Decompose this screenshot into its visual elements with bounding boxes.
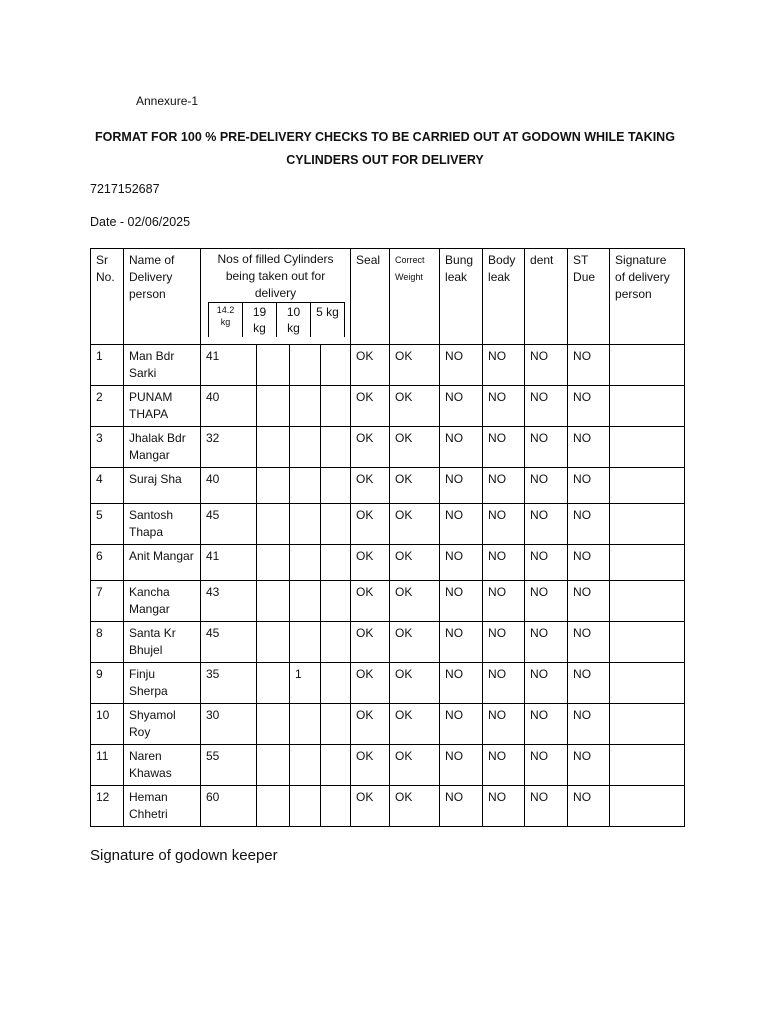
row-qty-10-kg [290, 345, 321, 386]
row-qty-14-2-kg: 40 [201, 468, 257, 504]
annexure-label: Annexure-1 [136, 94, 199, 108]
row-signature [610, 581, 685, 622]
row-sr-no: 5 [91, 504, 124, 545]
row-delivery-person: Santosh Thapa [124, 504, 201, 545]
row-dent: NO [525, 786, 568, 827]
row-bung-leak: NO [440, 745, 483, 786]
row-sr-no: 12 [91, 786, 124, 827]
row-seal: OK [351, 504, 390, 545]
row-correct-weight: OK [390, 745, 440, 786]
document-date: Date - 02/06/2025 [90, 215, 191, 229]
row-body-leak: NO [483, 622, 525, 663]
row-correct-weight: OK [390, 545, 440, 581]
row-seal: OK [351, 386, 390, 427]
header-14-2-kg: 14.2 kg [209, 303, 243, 338]
row-qty-5-kg [321, 386, 351, 427]
table-row [91, 545, 685, 581]
row-sr-no: 1 [91, 345, 124, 386]
row-delivery-person: PUNAM THAPA [124, 386, 201, 427]
row-signature [610, 545, 685, 581]
row-sr-no: 4 [91, 468, 124, 504]
table-row [91, 704, 685, 745]
row-qty-10-kg [290, 622, 321, 663]
row-bung-leak: NO [440, 581, 483, 622]
row-sr-no: 3 [91, 427, 124, 468]
row-qty-5-kg [321, 345, 351, 386]
row-signature [610, 468, 685, 504]
row-qty-19-kg [257, 545, 290, 581]
row-bung-leak: NO [440, 504, 483, 545]
row-seal: OK [351, 786, 390, 827]
row-qty-10-kg [290, 468, 321, 504]
row-delivery-person: Jhalak Bdr Mangar [124, 427, 201, 468]
row-correct-weight: OK [390, 386, 440, 427]
document-heading: FORMAT FOR 100 % PRE-DELIVERY CHECKS TO BE CARRIED OUT AT GODOWN WHILE TAKING CYLINDERS OUT FOR DELIVERY [95, 130, 675, 167]
table-row [91, 786, 685, 827]
row-seal: OK [351, 663, 390, 704]
row-st-due: NO [568, 427, 610, 468]
row-sr-no: 2 [91, 386, 124, 427]
header-dent: dent [525, 249, 568, 345]
row-qty-10-kg: 1 [290, 663, 321, 704]
row-correct-weight: OK [390, 581, 440, 622]
row-qty-10-kg [290, 745, 321, 786]
row-correct-weight: OK [390, 786, 440, 827]
row-body-leak: NO [483, 663, 525, 704]
row-body-leak: NO [483, 581, 525, 622]
row-seal: OK [351, 745, 390, 786]
row-st-due: NO [568, 745, 610, 786]
row-dent: NO [525, 581, 568, 622]
row-st-due: NO [568, 545, 610, 581]
row-delivery-person: Anit Mangar [124, 545, 201, 581]
row-qty-14-2-kg: 41 [201, 345, 257, 386]
row-qty-10-kg [290, 704, 321, 745]
row-signature [610, 786, 685, 827]
row-sr-no: 8 [91, 622, 124, 663]
row-qty-5-kg [321, 427, 351, 468]
header-body-leak: Body leak [483, 249, 525, 345]
row-correct-weight: OK [390, 704, 440, 745]
row-st-due: NO [568, 581, 610, 622]
row-qty-19-kg [257, 581, 290, 622]
header-19-kg: 19 kg [243, 303, 277, 338]
row-dent: NO [525, 345, 568, 386]
row-qty-19-kg [257, 704, 290, 745]
row-qty-14-2-kg: 30 [201, 704, 257, 745]
row-dent: NO [525, 622, 568, 663]
row-body-leak: NO [483, 468, 525, 504]
row-st-due: NO [568, 504, 610, 545]
row-body-leak: NO [483, 386, 525, 427]
row-delivery-person: Finju Sherpa [124, 663, 201, 704]
header-st-due: ST Due [568, 249, 610, 345]
row-delivery-person: Man Bdr Sarki [124, 345, 201, 386]
row-bung-leak: NO [440, 468, 483, 504]
header-5-kg: 5 kg [311, 303, 345, 338]
table-row [91, 345, 685, 386]
row-qty-5-kg [321, 504, 351, 545]
row-dent: NO [525, 504, 568, 545]
row-qty-5-kg [321, 663, 351, 704]
row-st-due: NO [568, 622, 610, 663]
row-qty-14-2-kg: 32 [201, 427, 257, 468]
row-sr-no: 6 [91, 545, 124, 581]
header-signature: Signature of delivery person [610, 249, 685, 345]
row-st-due: NO [568, 704, 610, 745]
header-nos-title: Nos of filled Cylinders being taken out for delivery [217, 252, 334, 300]
row-qty-14-2-kg: 35 [201, 663, 257, 704]
table-row [91, 468, 685, 504]
row-seal: OK [351, 345, 390, 386]
row-qty-19-kg [257, 745, 290, 786]
row-qty-14-2-kg: 55 [201, 745, 257, 786]
row-body-leak: NO [483, 345, 525, 386]
row-signature [610, 745, 685, 786]
table-row [91, 386, 685, 427]
row-correct-weight: OK [390, 622, 440, 663]
row-signature [610, 622, 685, 663]
row-sr-no: 7 [91, 581, 124, 622]
row-dent: NO [525, 704, 568, 745]
row-signature [610, 504, 685, 545]
row-sr-no: 9 [91, 663, 124, 704]
header-10-kg: 10 kg [277, 303, 311, 338]
row-sr-no: 11 [91, 745, 124, 786]
row-qty-10-kg [290, 545, 321, 581]
row-sr-no: 10 [91, 704, 124, 745]
row-qty-14-2-kg: 45 [201, 504, 257, 545]
row-signature [610, 345, 685, 386]
row-seal: OK [351, 704, 390, 745]
row-signature [610, 704, 685, 745]
row-qty-19-kg [257, 622, 290, 663]
godown-keeper-signature-label: Signature of godown keeper [90, 847, 278, 864]
row-qty-10-kg [290, 786, 321, 827]
row-bung-leak: NO [440, 786, 483, 827]
row-bung-leak: NO [440, 663, 483, 704]
row-dent: NO [525, 745, 568, 786]
table-row [91, 745, 685, 786]
row-dent: NO [525, 468, 568, 504]
row-qty-10-kg [290, 504, 321, 545]
row-qty-10-kg [290, 427, 321, 468]
header-delivery-person-name: Name of Delivery person [124, 249, 201, 345]
row-qty-19-kg [257, 786, 290, 827]
row-bung-leak: NO [440, 704, 483, 745]
row-bung-leak: NO [440, 545, 483, 581]
row-bung-leak: NO [440, 345, 483, 386]
row-qty-19-kg [257, 345, 290, 386]
row-bung-leak: NO [440, 386, 483, 427]
row-qty-5-kg [321, 786, 351, 827]
row-qty-19-kg [257, 504, 290, 545]
row-seal: OK [351, 427, 390, 468]
row-st-due: NO [568, 786, 610, 827]
row-delivery-person: Kancha Mangar [124, 581, 201, 622]
row-qty-19-kg [257, 386, 290, 427]
row-qty-5-kg [321, 622, 351, 663]
row-correct-weight: OK [390, 427, 440, 468]
table-row [91, 581, 685, 622]
row-qty-5-kg [321, 704, 351, 745]
row-delivery-person: Santa Kr Bhujel [124, 622, 201, 663]
table-row [91, 504, 685, 545]
row-bung-leak: NO [440, 427, 483, 468]
table-header-row [91, 249, 685, 345]
row-correct-weight: OK [390, 345, 440, 386]
table-row [91, 427, 685, 468]
row-body-leak: NO [483, 786, 525, 827]
row-qty-10-kg [290, 386, 321, 427]
row-dent: NO [525, 386, 568, 427]
row-delivery-person: Heman Chhetri [124, 786, 201, 827]
row-dent: NO [525, 545, 568, 581]
table-row [91, 622, 685, 663]
row-bung-leak: NO [440, 622, 483, 663]
row-qty-19-kg [257, 663, 290, 704]
row-qty-14-2-kg: 43 [201, 581, 257, 622]
row-qty-19-kg [257, 468, 290, 504]
row-delivery-person: Naren Khawas [124, 745, 201, 786]
row-seal: OK [351, 468, 390, 504]
row-body-leak: NO [483, 745, 525, 786]
header-correct-weight: Correct Weight [390, 249, 440, 345]
row-qty-19-kg [257, 427, 290, 468]
header-bung-leak: Bung leak [440, 249, 483, 345]
row-qty-14-2-kg: 41 [201, 545, 257, 581]
row-dent: NO [525, 427, 568, 468]
row-qty-14-2-kg: 45 [201, 622, 257, 663]
row-correct-weight: OK [390, 468, 440, 504]
row-qty-5-kg [321, 468, 351, 504]
row-body-leak: NO [483, 504, 525, 545]
row-signature [610, 427, 685, 468]
row-body-leak: NO [483, 704, 525, 745]
row-correct-weight: OK [390, 663, 440, 704]
row-qty-5-kg [321, 745, 351, 786]
cylinder-size-subheader [208, 302, 345, 337]
row-signature [610, 386, 685, 427]
row-st-due: NO [568, 345, 610, 386]
header-seal: Seal [351, 249, 390, 345]
table-row [91, 663, 685, 704]
row-qty-5-kg [321, 545, 351, 581]
row-signature [610, 663, 685, 704]
row-body-leak: NO [483, 427, 525, 468]
row-qty-10-kg [290, 581, 321, 622]
delivery-checks-table [90, 248, 685, 827]
row-delivery-person: Shyamol Roy [124, 704, 201, 745]
row-correct-weight: OK [390, 504, 440, 545]
row-seal: OK [351, 545, 390, 581]
row-seal: OK [351, 581, 390, 622]
row-delivery-person: Suraj Sha [124, 468, 201, 504]
row-body-leak: NO [483, 545, 525, 581]
phone-number: 7217152687 [90, 182, 160, 196]
row-st-due: NO [568, 663, 610, 704]
row-seal: OK [351, 622, 390, 663]
row-st-due: NO [568, 386, 610, 427]
row-dent: NO [525, 663, 568, 704]
header-nos-filled-cylinders [201, 249, 351, 345]
row-qty-14-2-kg: 60 [201, 786, 257, 827]
row-st-due: NO [568, 468, 610, 504]
row-qty-14-2-kg: 40 [201, 386, 257, 427]
row-qty-5-kg [321, 581, 351, 622]
header-sr-no: Sr No. [91, 249, 124, 345]
